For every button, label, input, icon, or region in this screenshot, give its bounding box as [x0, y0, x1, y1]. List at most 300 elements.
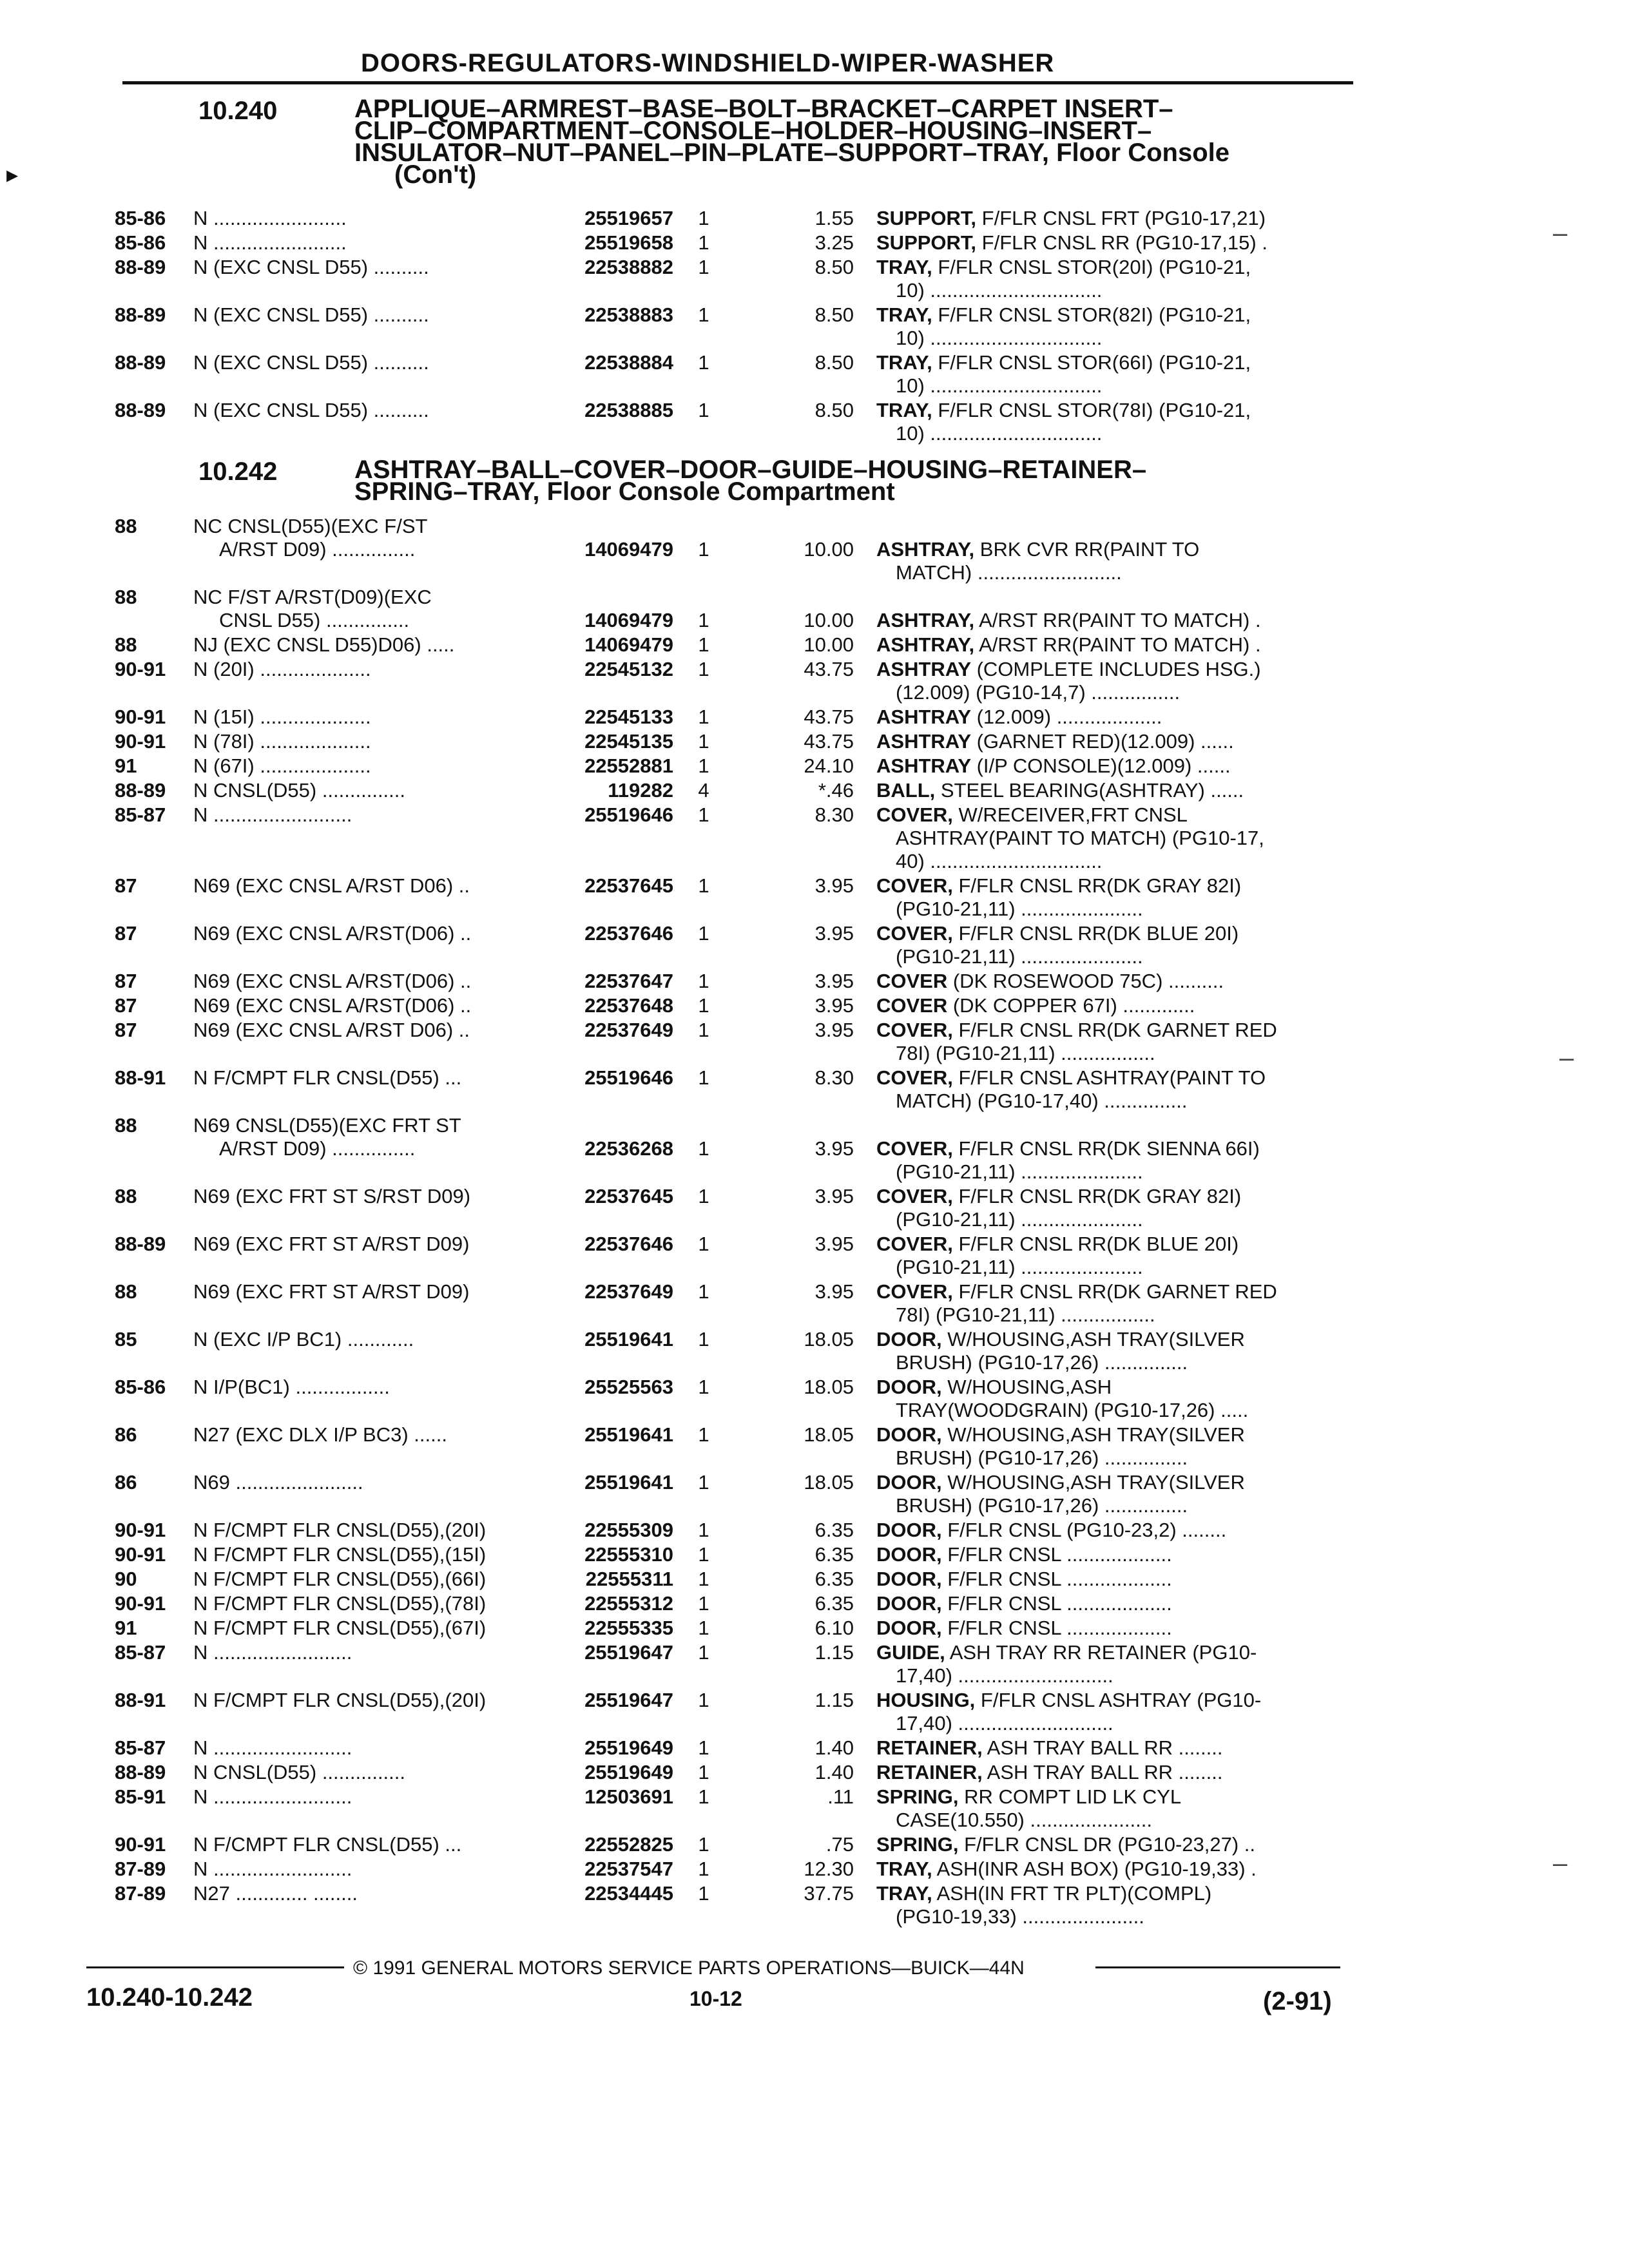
part-number: 22555311 — [585, 1568, 673, 1590]
part-number: 12503691 — [584, 1785, 673, 1808]
price: 24.10 — [804, 754, 854, 777]
application: N F/CMPT FLR CNSL(D55) ... — [193, 1833, 462, 1856]
description-continuation: BRUSH) (PG10-17,26) ............... — [896, 1351, 1188, 1374]
application: N69 (EXC FRT ST S/RST D09) — [193, 1185, 471, 1207]
part-number: 14069479 — [584, 538, 673, 561]
part-number: 22555312 — [584, 1592, 673, 1615]
application-prefix: N69 CNSL(D55)(EXC FRT ST — [193, 1114, 461, 1137]
description-noun: COVER, — [876, 803, 953, 826]
price: 18.05 — [804, 1423, 854, 1446]
application: N ......................... — [193, 1641, 352, 1664]
description-detail: F/FLR CNSL ASHTRAY (PG10- — [975, 1689, 1262, 1711]
description-noun: TRAY, — [876, 399, 932, 421]
description-continuation: ASHTRAY(PAINT TO MATCH) (PG10-17, — [896, 827, 1264, 849]
part-number: 119282 — [608, 779, 673, 802]
application: N ......................... — [193, 1785, 352, 1808]
description-detail: W/HOUSING,ASH — [941, 1376, 1112, 1398]
description-noun: ASHTRAY — [876, 754, 971, 777]
part-number: 22555335 — [584, 1617, 673, 1639]
part-number: 25519647 — [584, 1689, 673, 1711]
price: 10.00 — [804, 633, 854, 656]
description-continuation: 17,40) ............................ — [896, 1712, 1113, 1735]
price: 3.95 — [815, 1233, 854, 1255]
description-noun: DOOR, — [876, 1376, 942, 1398]
quantity: 1 — [698, 658, 709, 680]
application: N (EXC I/P BC1) ............ — [193, 1328, 414, 1350]
description-detail: ASH(INR ASH BOX) (PG10-19,33) . — [932, 1858, 1257, 1880]
footer-rule-left — [86, 1966, 344, 1968]
description-continuation: 78I) (PG10-21,11) ................. — [896, 1042, 1155, 1064]
price: 8.30 — [815, 803, 854, 826]
description-detail: F/FLR CNSL RR(DK GARNET RED — [952, 1019, 1277, 1041]
part-number: 25519641 — [584, 1471, 673, 1494]
description-detail: STEEL BEARING(ASHTRAY) ...... — [935, 779, 1244, 802]
quantity: 1 — [698, 1137, 709, 1160]
application: N ........................ — [193, 207, 347, 229]
description-noun: TRAY, — [876, 256, 932, 278]
description-continuation: (12.009) (PG10-14,7) ................ — [896, 681, 1181, 704]
part-number: 22552881 — [584, 754, 673, 777]
page-header-title: DOORS-REGULATORS-WINDSHIELD-WIPER-WASHER — [361, 49, 1055, 77]
application: N ......................... — [193, 1858, 352, 1880]
quantity: 1 — [698, 1641, 709, 1664]
price: 18.05 — [804, 1376, 854, 1398]
part-number: 22534445 — [584, 1882, 673, 1905]
description-detail: F/FLR CNSL RR(DK GARNET RED — [952, 1280, 1277, 1303]
section-title-line: INSULATOR–NUT–PANEL–PIN–PLATE–SUPPORT–TRAY, Floor Console — [354, 139, 1229, 167]
model-years: 85-87 — [115, 803, 166, 826]
description-noun: COVER, — [876, 874, 953, 897]
description — [876, 634, 1261, 656]
footer-section-range: 10.240-10.242 — [86, 1983, 253, 2012]
application-prefix: NC CNSL(D55)(EXC F/ST — [193, 515, 428, 537]
price: 3.95 — [815, 994, 854, 1017]
description-noun: RETAINER, — [876, 1761, 983, 1783]
part-number: 25519641 — [584, 1423, 673, 1446]
description-detail: F/FLR CNSL RR(DK BLUE 20I) — [952, 1233, 1239, 1255]
part-number: 22552825 — [584, 1833, 673, 1856]
part-number: 25525563 — [584, 1376, 673, 1398]
model-years: 85-86 — [115, 1376, 166, 1398]
application: CNSL D55) ............... — [219, 609, 410, 631]
description-detail: W/HOUSING,ASH TRAY(SILVER — [941, 1423, 1245, 1446]
section-title — [354, 95, 1360, 189]
description-detail: (12.009) ................... — [971, 706, 1162, 728]
description-noun: COVER, — [876, 1185, 953, 1207]
quantity: 1 — [698, 970, 709, 992]
application: N69 (EXC CNSL A/RST D06) .. — [193, 874, 470, 897]
quantity: 1 — [698, 922, 709, 945]
quantity: 1 — [698, 633, 709, 656]
part-number: 22537649 — [584, 1280, 673, 1303]
description-noun: DOOR, — [876, 1617, 942, 1639]
description-continuation: (PG10-21,11) ...................... — [896, 1208, 1143, 1231]
description-noun: DOOR, — [876, 1423, 942, 1446]
price: 8.50 — [815, 399, 854, 421]
quantity: 1 — [698, 1233, 709, 1255]
description-noun: DOOR, — [876, 1519, 942, 1541]
price: 6.35 — [815, 1568, 854, 1590]
description — [876, 804, 1188, 826]
quantity: 1 — [698, 1376, 709, 1398]
description-noun: ASHTRAY, — [876, 609, 975, 631]
application: NJ (EXC CNSL D55)D06) ..... — [193, 633, 455, 656]
part-number: 25519658 — [584, 231, 673, 254]
footer-page-number: 10-12 — [689, 1987, 742, 2010]
part-number: 22545133 — [584, 706, 673, 728]
section-title-line: SPRING–TRAY, Floor Console Compartment — [354, 477, 895, 506]
description-detail: (GARNET RED)(12.009) ...... — [971, 730, 1234, 753]
description-detail: (COMPLETE INCLUDES HSG.) — [971, 658, 1261, 680]
price: 10.00 — [804, 538, 854, 561]
model-years: 88-89 — [115, 399, 166, 421]
part-number: 22538882 — [584, 256, 673, 278]
application: A/RST D09) ............... — [219, 538, 416, 561]
description-detail: (I/P CONSOLE)(12.009) ...... — [971, 754, 1231, 777]
application: N69 (EXC FRT ST A/RST D09) — [193, 1280, 470, 1303]
application: N F/CMPT FLR CNSL(D55),(20I) — [193, 1689, 487, 1711]
part-number: 22545135 — [584, 730, 673, 753]
section-number: 10.240 — [198, 97, 278, 125]
part-number: 22537649 — [584, 1019, 673, 1041]
description-noun: COVER — [876, 994, 948, 1017]
description-continuation: 78I) (PG10-21,11) ................. — [896, 1303, 1155, 1326]
description — [876, 658, 1261, 680]
quantity: 1 — [698, 231, 709, 254]
model-years: 87 — [115, 994, 137, 1017]
application: N69 (EXC CNSL A/RST(D06) .. — [193, 922, 472, 945]
description-noun: HOUSING, — [876, 1689, 976, 1711]
quantity: 1 — [698, 1592, 709, 1615]
section-title-line: ASHTRAY–BALL–COVER–DOOR–GUIDE–HOUSING–RETAINER– — [354, 456, 1147, 484]
model-years: 86 — [115, 1423, 137, 1446]
quantity: 1 — [698, 1761, 709, 1783]
model-years: 88 — [115, 1280, 137, 1303]
application: N I/P(BC1) ................. — [193, 1376, 390, 1398]
price: 1.40 — [815, 1761, 854, 1783]
description — [876, 875, 1241, 897]
description — [876, 1762, 1222, 1783]
application: N27 (EXC DLX I/P BC3) ...... — [193, 1423, 447, 1446]
price: 6.35 — [815, 1543, 854, 1566]
part-number: 25519657 — [584, 207, 673, 229]
description-noun: COVER, — [876, 1019, 953, 1041]
price: 3.95 — [815, 1280, 854, 1303]
part-number: 22545132 — [584, 658, 673, 680]
application: N69 (EXC CNSL A/RST(D06) .. — [193, 994, 472, 1017]
part-number: 22538883 — [584, 303, 673, 326]
description-noun: ASHTRAY — [876, 658, 971, 680]
model-years: 88-91 — [115, 1066, 166, 1089]
application-prefix: NC F/ST A/RST(D09)(EXC — [193, 586, 432, 608]
model-years: 88 — [115, 633, 137, 656]
description-noun: COVER, — [876, 922, 953, 945]
description-detail: F/FLR CNSL DR (PG10-23,27) .. — [958, 1833, 1256, 1856]
section-title — [354, 456, 1360, 506]
description — [876, 1568, 1172, 1590]
section-number: 10.242 — [198, 457, 278, 486]
footer-rule-right — [1095, 1966, 1340, 1968]
price: 3.95 — [815, 922, 854, 945]
description — [876, 1834, 1255, 1856]
price: .75 — [825, 1833, 854, 1856]
description-noun: BALL, — [876, 779, 936, 802]
description-noun: TRAY, — [876, 1858, 932, 1880]
description — [876, 256, 1251, 278]
quantity: 1 — [698, 351, 709, 374]
part-number: 25519641 — [584, 1328, 673, 1350]
part-number: 14069479 — [584, 609, 673, 631]
part-number: 22555310 — [584, 1543, 673, 1566]
description-detail: ASH TRAY BALL RR ........ — [982, 1761, 1223, 1783]
application: N ......................... — [193, 1736, 352, 1759]
description-continuation: MATCH) .......................... — [896, 561, 1122, 584]
description-continuation: BRUSH) (PG10-17,26) ............... — [896, 1446, 1188, 1469]
description-detail: F/FLR CNSL FRT (PG10-17,21) — [976, 207, 1266, 229]
model-years: 85 — [115, 1328, 137, 1350]
description — [876, 1617, 1172, 1639]
description-detail: F/FLR CNSL ASHTRAY(PAINT TO — [952, 1066, 1266, 1089]
model-years: 88-89 — [115, 303, 166, 326]
description-detail: F/FLR CNSL (PG10-23,2) ........ — [941, 1519, 1227, 1541]
description-detail: F/FLR CNSL ................... — [941, 1543, 1172, 1566]
description-noun: DOOR, — [876, 1568, 942, 1590]
description — [876, 1233, 1239, 1255]
application: N (15I) .................... — [193, 706, 371, 728]
application: N69 (EXC CNSL A/RST(D06) .. — [193, 970, 472, 992]
section-title-line: APPLIQUE–ARMREST–BASE–BOLT–BRACKET–CARPET INSERT– — [354, 95, 1173, 123]
application: A/RST D09) ............... — [219, 1137, 416, 1160]
model-years: 88 — [115, 586, 137, 608]
application: N (67I) .................... — [193, 754, 371, 777]
description-continuation: 10) ............................... — [896, 374, 1103, 397]
model-years: 85-86 — [115, 207, 166, 229]
model-years: 88-91 — [115, 1689, 166, 1711]
description — [876, 539, 1199, 561]
price: 1.55 — [815, 207, 854, 229]
description-detail: F/FLR CNSL ................... — [941, 1617, 1172, 1639]
description-noun: ASHTRAY — [876, 706, 971, 728]
model-years: 90-91 — [115, 730, 166, 753]
description-detail: A/RST RR(PAINT TO MATCH) . — [974, 633, 1261, 656]
description-detail: F/FLR CNSL RR (PG10-17,15) . — [976, 231, 1268, 254]
model-years: 90-91 — [115, 658, 166, 680]
model-years: 86 — [115, 1471, 137, 1494]
description-continuation: 17,40) ............................ — [896, 1664, 1113, 1687]
right-margin-tick: – — [1559, 1044, 1574, 1072]
description-detail: W/HOUSING,ASH TRAY(SILVER — [941, 1328, 1245, 1350]
header-rule — [122, 81, 1353, 84]
price: 10.00 — [804, 609, 854, 631]
description-noun: ASHTRAY, — [876, 633, 975, 656]
description-detail: F/FLR CNSL RR(DK GRAY 82I) — [952, 1185, 1242, 1207]
description — [876, 207, 1266, 229]
description — [876, 1067, 1266, 1089]
description-noun: TRAY, — [876, 351, 932, 374]
description-detail: F/FLR CNSL STOR(82I) (PG10-21, — [932, 303, 1251, 326]
quantity: 1 — [698, 609, 709, 631]
quantity: 1 — [698, 1617, 709, 1639]
part-number: 22555309 — [584, 1519, 673, 1541]
quantity: 1 — [698, 754, 709, 777]
description — [876, 1737, 1222, 1759]
model-years: 87 — [115, 922, 137, 945]
description — [876, 1786, 1181, 1808]
description-noun: ASHTRAY, — [876, 538, 975, 561]
description — [876, 731, 1234, 753]
model-years: 90-91 — [115, 1519, 166, 1541]
application: N69 ....................... — [193, 1471, 363, 1494]
model-years: 91 — [115, 1617, 137, 1639]
description-detail: F/FLR CNSL STOR(20I) (PG10-21, — [932, 256, 1251, 278]
section-title-line: CLIP–COMPARTMENT–CONSOLE–HOLDER–HOUSING–INSERT– — [354, 117, 1152, 145]
description — [876, 1329, 1245, 1350]
description-continuation: (PG10-21,11) ...................... — [896, 945, 1143, 968]
part-number: 25519647 — [584, 1641, 673, 1664]
description-detail: BRK CVR RR(PAINT TO — [974, 538, 1200, 561]
model-years: 88-89 — [115, 351, 166, 374]
model-years: 85-87 — [115, 1736, 166, 1759]
description — [876, 1883, 1211, 1905]
description-noun: GUIDE, — [876, 1641, 945, 1664]
quantity: 1 — [698, 1471, 709, 1494]
description-noun: SUPPORT, — [876, 231, 977, 254]
model-years: 88-89 — [115, 1761, 166, 1783]
description — [876, 1472, 1245, 1494]
application: N F/CMPT FLR CNSL(D55),(78I) — [193, 1592, 487, 1615]
model-years: 90-91 — [115, 706, 166, 728]
quantity: 1 — [698, 730, 709, 753]
price: 3.95 — [815, 1019, 854, 1041]
application: N (20I) .................... — [193, 658, 371, 680]
description-continuation: (PG10-21,11) ...................... — [896, 898, 1143, 920]
price: 3.95 — [815, 874, 854, 897]
price: 3.95 — [815, 1137, 854, 1160]
description-continuation: 10) ............................... — [896, 327, 1103, 349]
quantity: 1 — [698, 1568, 709, 1590]
description-noun: COVER, — [876, 1066, 953, 1089]
description-noun: COVER, — [876, 1137, 953, 1160]
application: N (78I) .................... — [193, 730, 371, 753]
price: 18.05 — [804, 1471, 854, 1494]
price: *.46 — [818, 779, 854, 802]
description-noun: TRAY, — [876, 303, 932, 326]
quantity: 1 — [698, 207, 709, 229]
price: 12.30 — [804, 1858, 854, 1880]
application: N F/CMPT FLR CNSL(D55) ... — [193, 1066, 462, 1089]
quantity: 1 — [698, 1833, 709, 1856]
part-number: 22537646 — [584, 1233, 673, 1255]
right-margin-tick: – — [1553, 1849, 1568, 1878]
application: N (EXC CNSL D55) .......... — [193, 351, 429, 374]
description — [876, 1186, 1241, 1207]
price: 37.75 — [804, 1882, 854, 1905]
price: 6.35 — [815, 1519, 854, 1541]
description-detail: A/RST RR(PAINT TO MATCH) . — [974, 609, 1261, 631]
description — [876, 1858, 1257, 1880]
description-noun: RETAINER, — [876, 1736, 983, 1759]
application: N ........................ — [193, 231, 347, 254]
description-detail: W/RECEIVER,FRT CNSL — [952, 803, 1188, 826]
description — [876, 1544, 1172, 1566]
model-years: 88-89 — [115, 256, 166, 278]
quantity: 1 — [698, 399, 709, 421]
description-continuation: CASE(10.550) ...................... — [896, 1809, 1152, 1831]
description-noun: SPRING, — [876, 1833, 959, 1856]
price: 3.95 — [815, 970, 854, 992]
price: 8.50 — [815, 351, 854, 374]
description-detail: ASH(IN FRT TR PLT)(COMPL) — [932, 1882, 1212, 1905]
part-number: 25519649 — [584, 1761, 673, 1783]
quantity: 1 — [698, 1280, 709, 1303]
price: 1.15 — [815, 1641, 854, 1664]
description — [876, 995, 1195, 1017]
quantity: 1 — [698, 706, 709, 728]
description-noun: SUPPORT, — [876, 207, 977, 229]
part-number: 25519646 — [584, 803, 673, 826]
quantity: 1 — [698, 1423, 709, 1446]
part-number: 25519649 — [584, 1736, 673, 1759]
description-noun: COVER, — [876, 1280, 953, 1303]
application: N27 ............. ........ — [193, 1882, 358, 1905]
quantity: 1 — [698, 1689, 709, 1711]
model-years: 85-91 — [115, 1785, 166, 1808]
price: 3.25 — [815, 231, 854, 254]
footer-copyright: © 1991 GENERAL MOTORS SERVICE PARTS OPERATIONS—BUICK—44N — [353, 1957, 1025, 1979]
model-years: 85-87 — [115, 1641, 166, 1664]
application: N F/CMPT FLR CNSL(D55),(67I) — [193, 1617, 487, 1639]
description-detail: F/FLR CNSL RR(DK BLUE 20I) — [952, 922, 1239, 945]
description — [876, 755, 1231, 777]
quantity: 1 — [698, 874, 709, 897]
description — [876, 706, 1162, 728]
price: 8.50 — [815, 256, 854, 278]
price: 6.35 — [815, 1592, 854, 1615]
price: 1.40 — [815, 1736, 854, 1759]
description — [876, 1138, 1260, 1160]
quantity: 1 — [698, 256, 709, 278]
description — [876, 1424, 1245, 1446]
description — [876, 1019, 1277, 1041]
description — [876, 1519, 1226, 1541]
description-noun: COVER — [876, 970, 948, 992]
price: 43.75 — [804, 658, 854, 680]
description-continuation: (PG10-21,11) ...................... — [896, 1160, 1143, 1183]
description — [876, 352, 1251, 374]
section-title-line: (Con't) — [394, 160, 477, 189]
application: N CNSL(D55) ............... — [193, 779, 406, 802]
model-years: 88-89 — [115, 779, 166, 802]
price: 1.15 — [815, 1689, 854, 1711]
part-number: 14069479 — [584, 633, 673, 656]
description-detail: ASH TRAY BALL RR ........ — [982, 1736, 1223, 1759]
description-detail: W/HOUSING,ASH TRAY(SILVER — [941, 1471, 1245, 1494]
price: 3.95 — [815, 1185, 854, 1207]
model-years: 90-91 — [115, 1592, 166, 1615]
model-years: 88 — [115, 515, 137, 537]
part-number: 22537648 — [584, 994, 673, 1017]
footer-revision: (2-91) — [1263, 1987, 1332, 2015]
model-years: 88 — [115, 1114, 137, 1137]
application: N69 (EXC CNSL A/RST D06) .. — [193, 1019, 470, 1041]
model-years: 87 — [115, 874, 137, 897]
quantity: 1 — [698, 803, 709, 826]
left-margin-mark: ▸ — [6, 161, 19, 187]
model-years: 90-91 — [115, 1543, 166, 1566]
model-years: 91 — [115, 754, 137, 777]
description-noun: SPRING, — [876, 1785, 959, 1808]
part-number: 22537647 — [584, 970, 673, 992]
